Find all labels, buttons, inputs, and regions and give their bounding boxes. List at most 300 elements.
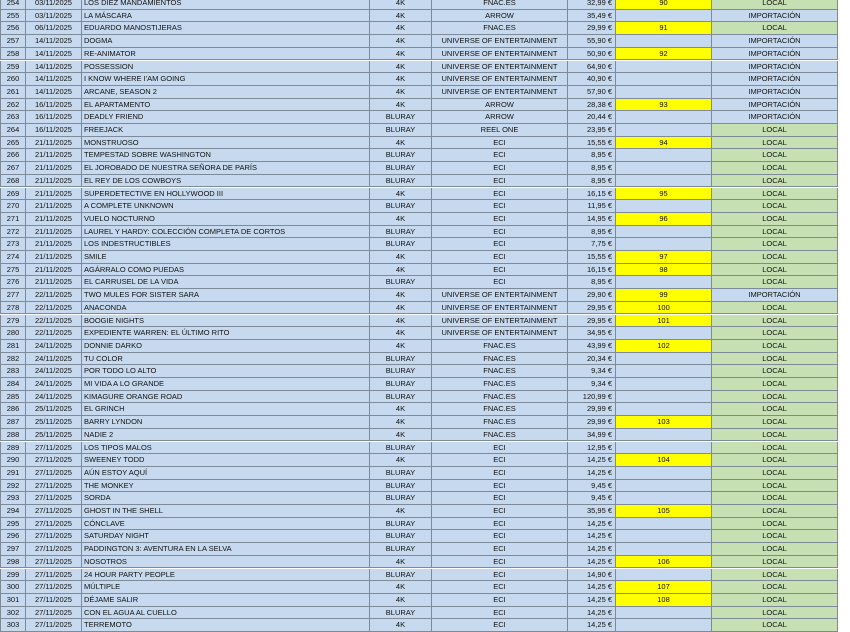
store-cell[interactable]: FNAC.ES — [432, 340, 568, 353]
row-number-cell[interactable]: 278 — [0, 302, 26, 315]
title-cell[interactable]: DÉJAME SALIR — [82, 594, 370, 607]
origin-cell[interactable]: LOCAL — [712, 188, 838, 201]
format-cell[interactable]: BLURAY — [370, 467, 432, 480]
date-cell[interactable]: 21/11/2025 — [26, 137, 82, 150]
price-cell[interactable]: 14,25 € — [568, 454, 616, 467]
origin-cell[interactable]: LOCAL — [712, 213, 838, 226]
format-cell[interactable]: BLURAY — [370, 480, 432, 493]
origin-cell[interactable]: IMPORTACIÓN — [712, 35, 838, 48]
title-cell[interactable]: I KNOW WHERE I'AM GOING — [82, 73, 370, 86]
store-cell[interactable]: ECI — [432, 492, 568, 505]
count-cell[interactable] — [616, 149, 712, 162]
count-cell[interactable] — [616, 276, 712, 289]
row-number-cell[interactable]: 270 — [0, 200, 26, 213]
date-cell[interactable]: 27/11/2025 — [26, 442, 82, 455]
origin-cell[interactable]: LOCAL — [712, 480, 838, 493]
date-cell[interactable]: 06/11/2025 — [26, 22, 82, 35]
store-cell[interactable]: REEL ONE — [432, 124, 568, 137]
format-cell[interactable]: 4K — [370, 594, 432, 607]
price-cell[interactable]: 20,44 € — [568, 111, 616, 124]
title-cell[interactable]: SUPERDETECTIVE EN HOLLYWOOD III — [82, 188, 370, 201]
count-cell[interactable]: 97 — [616, 251, 712, 264]
format-cell[interactable]: 4K — [370, 556, 432, 569]
origin-cell[interactable]: LOCAL — [712, 454, 838, 467]
price-cell[interactable]: 11,95 € — [568, 200, 616, 213]
date-cell[interactable]: 27/11/2025 — [26, 480, 82, 493]
count-cell[interactable] — [616, 162, 712, 175]
price-cell[interactable]: 9,34 € — [568, 378, 616, 391]
store-cell[interactable]: ECI — [432, 264, 568, 277]
title-cell[interactable]: RE-ANIMATOR — [82, 48, 370, 61]
row-number-cell[interactable]: 289 — [0, 442, 26, 455]
store-cell[interactable]: UNIVERSE OF ENTERTAINMENT — [432, 48, 568, 61]
origin-cell[interactable]: IMPORTACIÓN — [712, 99, 838, 112]
title-cell[interactable]: LAUREL Y HARDY: COLECCIÓN COMPLETA DE CORTOS — [82, 226, 370, 239]
store-cell[interactable]: ARROW — [432, 99, 568, 112]
price-cell[interactable]: 29,95 € — [568, 302, 616, 315]
count-cell[interactable] — [616, 35, 712, 48]
date-cell[interactable]: 27/11/2025 — [26, 619, 82, 632]
date-cell[interactable]: 24/11/2025 — [26, 391, 82, 404]
price-cell[interactable]: 14,25 € — [568, 619, 616, 632]
date-cell[interactable]: 21/11/2025 — [26, 251, 82, 264]
origin-cell[interactable]: LOCAL — [712, 22, 838, 35]
price-cell[interactable]: 14,90 € — [568, 569, 616, 582]
format-cell[interactable]: BLURAY — [370, 365, 432, 378]
store-cell[interactable]: UNIVERSE OF ENTERTAINMENT — [432, 86, 568, 99]
row-number-cell[interactable]: 267 — [0, 162, 26, 175]
format-cell[interactable]: BLURAY — [370, 175, 432, 188]
date-cell[interactable]: 21/11/2025 — [26, 162, 82, 175]
count-cell[interactable] — [616, 175, 712, 188]
store-cell[interactable]: ECI — [432, 619, 568, 632]
price-cell[interactable]: 35,95 € — [568, 505, 616, 518]
date-cell[interactable]: 21/11/2025 — [26, 264, 82, 277]
format-cell[interactable]: BLURAY — [370, 276, 432, 289]
count-cell[interactable] — [616, 391, 712, 404]
price-cell[interactable]: 29,90 € — [568, 289, 616, 302]
title-cell[interactable]: PADDINGTON 3: AVENTURA EN LA SELVA — [82, 543, 370, 556]
count-cell[interactable]: 91 — [616, 22, 712, 35]
format-cell[interactable]: 4K — [370, 99, 432, 112]
origin-cell[interactable]: LOCAL — [712, 594, 838, 607]
price-cell[interactable]: 8,95 € — [568, 226, 616, 239]
store-cell[interactable]: ECI — [432, 175, 568, 188]
price-cell[interactable]: 64,90 € — [568, 61, 616, 74]
date-cell[interactable]: 27/11/2025 — [26, 581, 82, 594]
price-cell[interactable]: 9,34 € — [568, 365, 616, 378]
title-cell[interactable]: BARRY LYNDON — [82, 416, 370, 429]
price-cell[interactable]: 29,99 € — [568, 403, 616, 416]
date-cell[interactable]: 14/11/2025 — [26, 35, 82, 48]
price-cell[interactable]: 16,15 € — [568, 264, 616, 277]
title-cell[interactable]: CÓNCLAVE — [82, 518, 370, 531]
count-cell[interactable]: 103 — [616, 416, 712, 429]
count-cell[interactable] — [616, 607, 712, 620]
origin-cell[interactable]: LOCAL — [712, 0, 838, 10]
count-cell[interactable] — [616, 111, 712, 124]
format-cell[interactable]: BLURAY — [370, 607, 432, 620]
store-cell[interactable]: FNAC.ES — [432, 416, 568, 429]
format-cell[interactable]: 4K — [370, 73, 432, 86]
format-cell[interactable]: BLURAY — [370, 162, 432, 175]
title-cell[interactable]: LOS TIPOS MALOS — [82, 442, 370, 455]
format-cell[interactable]: 4K — [370, 35, 432, 48]
title-cell[interactable]: AÚN ESTOY AQUÍ — [82, 467, 370, 480]
row-number-cell[interactable]: 276 — [0, 276, 26, 289]
title-cell[interactable]: EDUARDO MANOSTIJERAS — [82, 22, 370, 35]
format-cell[interactable]: 4K — [370, 315, 432, 328]
row-number-cell[interactable]: 271 — [0, 213, 26, 226]
origin-cell[interactable]: IMPORTACIÓN — [712, 86, 838, 99]
date-cell[interactable]: 27/11/2025 — [26, 467, 82, 480]
store-cell[interactable]: FNAC.ES — [432, 429, 568, 442]
row-number-cell[interactable]: 299 — [0, 569, 26, 582]
title-cell[interactable]: SORDA — [82, 492, 370, 505]
format-cell[interactable]: 4K — [370, 22, 432, 35]
count-cell[interactable] — [616, 200, 712, 213]
format-cell[interactable]: 4K — [370, 302, 432, 315]
date-cell[interactable]: 14/11/2025 — [26, 73, 82, 86]
price-cell[interactable]: 8,95 € — [568, 162, 616, 175]
count-cell[interactable] — [616, 86, 712, 99]
row-number-cell[interactable]: 281 — [0, 340, 26, 353]
count-cell[interactable] — [616, 378, 712, 391]
store-cell[interactable]: ECI — [432, 162, 568, 175]
origin-cell[interactable]: IMPORTACIÓN — [712, 73, 838, 86]
origin-cell[interactable]: LOCAL — [712, 200, 838, 213]
date-cell[interactable]: 27/11/2025 — [26, 530, 82, 543]
count-cell[interactable] — [616, 619, 712, 632]
title-cell[interactable]: ARCANE, SEASON 2 — [82, 86, 370, 99]
store-cell[interactable]: ECI — [432, 442, 568, 455]
count-cell[interactable] — [616, 467, 712, 480]
count-cell[interactable]: 96 — [616, 213, 712, 226]
count-cell[interactable]: 105 — [616, 505, 712, 518]
row-number-cell[interactable]: 300 — [0, 581, 26, 594]
format-cell[interactable]: 4K — [370, 251, 432, 264]
store-cell[interactable]: ECI — [432, 137, 568, 150]
count-cell[interactable]: 90 — [616, 0, 712, 10]
origin-cell[interactable]: LOCAL — [712, 492, 838, 505]
format-cell[interactable]: 4K — [370, 213, 432, 226]
store-cell[interactable]: ECI — [432, 149, 568, 162]
count-cell[interactable] — [616, 429, 712, 442]
title-cell[interactable]: NOSOTROS — [82, 556, 370, 569]
format-cell[interactable]: 4K — [370, 340, 432, 353]
count-cell[interactable]: 108 — [616, 594, 712, 607]
title-cell[interactable]: EL CARRUSEL DE LA VIDA — [82, 276, 370, 289]
row-number-cell[interactable]: 277 — [0, 289, 26, 302]
format-cell[interactable]: BLURAY — [370, 200, 432, 213]
row-number-cell[interactable]: 283 — [0, 365, 26, 378]
format-cell[interactable]: 4K — [370, 619, 432, 632]
row-number-cell[interactable]: 275 — [0, 264, 26, 277]
format-cell[interactable]: BLURAY — [370, 543, 432, 556]
store-cell[interactable]: ECI — [432, 594, 568, 607]
price-cell[interactable]: 29,99 € — [568, 22, 616, 35]
price-cell[interactable]: 34,95 € — [568, 327, 616, 340]
format-cell[interactable]: BLURAY — [370, 442, 432, 455]
store-cell[interactable]: ECI — [432, 518, 568, 531]
store-cell[interactable]: UNIVERSE OF ENTERTAINMENT — [432, 289, 568, 302]
row-number-cell[interactable]: 273 — [0, 238, 26, 251]
store-cell[interactable]: ARROW — [432, 111, 568, 124]
format-cell[interactable]: BLURAY — [370, 149, 432, 162]
title-cell[interactable]: SMILE — [82, 251, 370, 264]
row-number-cell[interactable]: 303 — [0, 619, 26, 632]
date-cell[interactable]: 14/11/2025 — [26, 48, 82, 61]
price-cell[interactable]: 35,49 € — [568, 10, 616, 23]
store-cell[interactable]: UNIVERSE OF ENTERTAINMENT — [432, 302, 568, 315]
date-cell[interactable]: 22/11/2025 — [26, 315, 82, 328]
price-cell[interactable]: 9,45 € — [568, 480, 616, 493]
date-cell[interactable]: 27/11/2025 — [26, 518, 82, 531]
count-cell[interactable] — [616, 442, 712, 455]
title-cell[interactable]: CON EL AGUA AL CUELLO — [82, 607, 370, 620]
origin-cell[interactable]: LOCAL — [712, 530, 838, 543]
count-cell[interactable] — [616, 327, 712, 340]
price-cell[interactable]: 8,95 € — [568, 175, 616, 188]
price-cell[interactable]: 20,34 € — [568, 353, 616, 366]
format-cell[interactable]: 4K — [370, 188, 432, 201]
title-cell[interactable]: GHOST IN THE SHELL — [82, 505, 370, 518]
date-cell[interactable]: 27/11/2025 — [26, 505, 82, 518]
origin-cell[interactable]: LOCAL — [712, 175, 838, 188]
title-cell[interactable]: LA MÁSCARA — [82, 10, 370, 23]
store-cell[interactable]: UNIVERSE OF ENTERTAINMENT — [432, 35, 568, 48]
row-number-cell[interactable]: 292 — [0, 480, 26, 493]
format-cell[interactable]: 4K — [370, 327, 432, 340]
store-cell[interactable]: ECI — [432, 200, 568, 213]
row-number-cell[interactable]: 295 — [0, 518, 26, 531]
origin-cell[interactable]: LOCAL — [712, 340, 838, 353]
row-number-cell[interactable]: 262 — [0, 99, 26, 112]
origin-cell[interactable]: LOCAL — [712, 556, 838, 569]
origin-cell[interactable]: LOCAL — [712, 353, 838, 366]
date-cell[interactable]: 16/11/2025 — [26, 124, 82, 137]
format-cell[interactable]: 4K — [370, 264, 432, 277]
title-cell[interactable]: ANACONDA — [82, 302, 370, 315]
store-cell[interactable]: ECI — [432, 505, 568, 518]
count-cell[interactable]: 101 — [616, 315, 712, 328]
format-cell[interactable]: BLURAY — [370, 530, 432, 543]
date-cell[interactable]: 16/11/2025 — [26, 99, 82, 112]
count-cell[interactable] — [616, 73, 712, 86]
count-cell[interactable]: 106 — [616, 556, 712, 569]
row-number-cell[interactable]: 264 — [0, 124, 26, 137]
count-cell[interactable] — [616, 124, 712, 137]
count-cell[interactable]: 102 — [616, 340, 712, 353]
format-cell[interactable]: 4K — [370, 48, 432, 61]
row-number-cell[interactable]: 297 — [0, 543, 26, 556]
count-cell[interactable] — [616, 543, 712, 556]
store-cell[interactable]: ECI — [432, 543, 568, 556]
origin-cell[interactable]: LOCAL — [712, 251, 838, 264]
row-number-cell[interactable]: 265 — [0, 137, 26, 150]
format-cell[interactable]: 4K — [370, 86, 432, 99]
count-cell[interactable]: 104 — [616, 454, 712, 467]
store-cell[interactable]: ECI — [432, 607, 568, 620]
format-cell[interactable]: 4K — [370, 137, 432, 150]
title-cell[interactable]: TU COLOR — [82, 353, 370, 366]
price-cell[interactable]: 29,99 € — [568, 416, 616, 429]
format-cell[interactable]: BLURAY — [370, 111, 432, 124]
date-cell[interactable]: 14/11/2025 — [26, 86, 82, 99]
row-number-cell[interactable]: 257 — [0, 35, 26, 48]
price-cell[interactable]: 14,95 € — [568, 213, 616, 226]
row-number-cell[interactable]: 287 — [0, 416, 26, 429]
title-cell[interactable]: THE MONKEY — [82, 480, 370, 493]
row-number-cell[interactable]: 282 — [0, 353, 26, 366]
row-number-cell[interactable]: 298 — [0, 556, 26, 569]
count-cell[interactable] — [616, 238, 712, 251]
date-cell[interactable]: 21/11/2025 — [26, 175, 82, 188]
row-number-cell[interactable]: 274 — [0, 251, 26, 264]
title-cell[interactable]: 24 HOUR PARTY PEOPLE — [82, 569, 370, 582]
row-number-cell[interactable]: 288 — [0, 429, 26, 442]
origin-cell[interactable]: LOCAL — [712, 429, 838, 442]
origin-cell[interactable]: IMPORTACIÓN — [712, 10, 838, 23]
price-cell[interactable]: 14,25 € — [568, 556, 616, 569]
date-cell[interactable]: 24/11/2025 — [26, 378, 82, 391]
date-cell[interactable]: 27/11/2025 — [26, 543, 82, 556]
origin-cell[interactable]: LOCAL — [712, 619, 838, 632]
title-cell[interactable]: EL APARTAMENTO — [82, 99, 370, 112]
row-number-cell[interactable]: 286 — [0, 403, 26, 416]
count-cell[interactable]: 98 — [616, 264, 712, 277]
row-number-cell[interactable]: 254 — [0, 0, 26, 10]
origin-cell[interactable]: LOCAL — [712, 416, 838, 429]
title-cell[interactable]: KIMAGURE ORANGE ROAD — [82, 391, 370, 404]
store-cell[interactable]: UNIVERSE OF ENTERTAINMENT — [432, 61, 568, 74]
origin-cell[interactable]: IMPORTACIÓN — [712, 111, 838, 124]
title-cell[interactable]: DONNIE DARKO — [82, 340, 370, 353]
title-cell[interactable]: LOS INDESTRUCTIBLES — [82, 238, 370, 251]
format-cell[interactable]: 4K — [370, 10, 432, 23]
price-cell[interactable]: 14,25 € — [568, 518, 616, 531]
date-cell[interactable]: 25/11/2025 — [26, 403, 82, 416]
price-cell[interactable]: 55,90 € — [568, 35, 616, 48]
count-cell[interactable]: 100 — [616, 302, 712, 315]
format-cell[interactable]: BLURAY — [370, 353, 432, 366]
format-cell[interactable]: 4K — [370, 454, 432, 467]
date-cell[interactable]: 24/11/2025 — [26, 340, 82, 353]
row-number-cell[interactable]: 293 — [0, 492, 26, 505]
date-cell[interactable]: 25/11/2025 — [26, 429, 82, 442]
origin-cell[interactable]: LOCAL — [712, 391, 838, 404]
price-cell[interactable]: 14,25 € — [568, 581, 616, 594]
count-cell[interactable]: 94 — [616, 137, 712, 150]
price-cell[interactable]: 8,95 € — [568, 276, 616, 289]
row-number-cell[interactable]: 296 — [0, 530, 26, 543]
title-cell[interactable]: TERREMOTO — [82, 619, 370, 632]
count-cell[interactable] — [616, 365, 712, 378]
title-cell[interactable]: DOGMA — [82, 35, 370, 48]
store-cell[interactable]: ECI — [432, 251, 568, 264]
date-cell[interactable]: 21/11/2025 — [26, 213, 82, 226]
title-cell[interactable]: EXPEDIENTE WARREN: EL ÚLTIMO RITO — [82, 327, 370, 340]
origin-cell[interactable]: LOCAL — [712, 238, 838, 251]
row-number-cell[interactable]: 255 — [0, 10, 26, 23]
date-cell[interactable]: 24/11/2025 — [26, 353, 82, 366]
origin-cell[interactable]: LOCAL — [712, 137, 838, 150]
store-cell[interactable]: ECI — [432, 454, 568, 467]
count-cell[interactable] — [616, 353, 712, 366]
title-cell[interactable]: EL GRINCH — [82, 403, 370, 416]
title-cell[interactable]: EL REY DE LOS COWBOYS — [82, 175, 370, 188]
date-cell[interactable]: 03/11/2025 — [26, 0, 82, 10]
store-cell[interactable]: FNAC.ES — [432, 391, 568, 404]
origin-cell[interactable]: LOCAL — [712, 365, 838, 378]
price-cell[interactable]: 12,95 € — [568, 442, 616, 455]
date-cell[interactable]: 21/11/2025 — [26, 200, 82, 213]
store-cell[interactable]: ECI — [432, 569, 568, 582]
row-number-cell[interactable]: 263 — [0, 111, 26, 124]
title-cell[interactable]: MONSTRUOSO — [82, 137, 370, 150]
price-cell[interactable]: 15,55 € — [568, 251, 616, 264]
count-cell[interactable] — [616, 403, 712, 416]
price-cell[interactable]: 15,55 € — [568, 137, 616, 150]
store-cell[interactable]: FNAC.ES — [432, 378, 568, 391]
format-cell[interactable]: 4K — [370, 289, 432, 302]
price-cell[interactable]: 14,25 € — [568, 530, 616, 543]
store-cell[interactable]: ARROW — [432, 10, 568, 23]
price-cell[interactable]: 9,45 € — [568, 492, 616, 505]
title-cell[interactable]: A COMPLETE UNKNOWN — [82, 200, 370, 213]
origin-cell[interactable]: LOCAL — [712, 581, 838, 594]
format-cell[interactable]: BLURAY — [370, 226, 432, 239]
store-cell[interactable]: ECI — [432, 530, 568, 543]
price-cell[interactable]: 57,90 € — [568, 86, 616, 99]
count-cell[interactable] — [616, 569, 712, 582]
format-cell[interactable]: 4K — [370, 61, 432, 74]
title-cell[interactable]: SWEENEY TODD — [82, 454, 370, 467]
store-cell[interactable]: FNAC.ES — [432, 0, 568, 10]
price-cell[interactable]: 50,90 € — [568, 48, 616, 61]
count-cell[interactable]: 93 — [616, 99, 712, 112]
format-cell[interactable]: 4K — [370, 416, 432, 429]
row-number-cell[interactable]: 256 — [0, 22, 26, 35]
title-cell[interactable]: DEADLY FRIEND — [82, 111, 370, 124]
format-cell[interactable]: 4K — [370, 581, 432, 594]
row-number-cell[interactable]: 294 — [0, 505, 26, 518]
title-cell[interactable]: EL JOROBADO DE NUESTRA SEÑORA DE PARÍS — [82, 162, 370, 175]
date-cell[interactable]: 21/11/2025 — [26, 188, 82, 201]
count-cell[interactable] — [616, 492, 712, 505]
origin-cell[interactable]: LOCAL — [712, 327, 838, 340]
count-cell[interactable] — [616, 10, 712, 23]
date-cell[interactable]: 27/11/2025 — [26, 556, 82, 569]
origin-cell[interactable]: LOCAL — [712, 543, 838, 556]
format-cell[interactable]: 4K — [370, 0, 432, 10]
row-number-cell[interactable]: 258 — [0, 48, 26, 61]
row-number-cell[interactable]: 266 — [0, 149, 26, 162]
title-cell[interactable]: SATURDAY NIGHT — [82, 530, 370, 543]
date-cell[interactable]: 27/11/2025 — [26, 594, 82, 607]
price-cell[interactable]: 14,25 € — [568, 543, 616, 556]
origin-cell[interactable]: IMPORTACIÓN — [712, 289, 838, 302]
date-cell[interactable]: 03/11/2025 — [26, 10, 82, 23]
count-cell[interactable]: 95 — [616, 188, 712, 201]
store-cell[interactable]: ECI — [432, 226, 568, 239]
origin-cell[interactable]: LOCAL — [712, 302, 838, 315]
format-cell[interactable]: BLURAY — [370, 569, 432, 582]
price-cell[interactable]: 34,99 € — [568, 429, 616, 442]
origin-cell[interactable]: LOCAL — [712, 149, 838, 162]
price-cell[interactable]: 14,25 € — [568, 467, 616, 480]
title-cell[interactable]: NADIE 2 — [82, 429, 370, 442]
